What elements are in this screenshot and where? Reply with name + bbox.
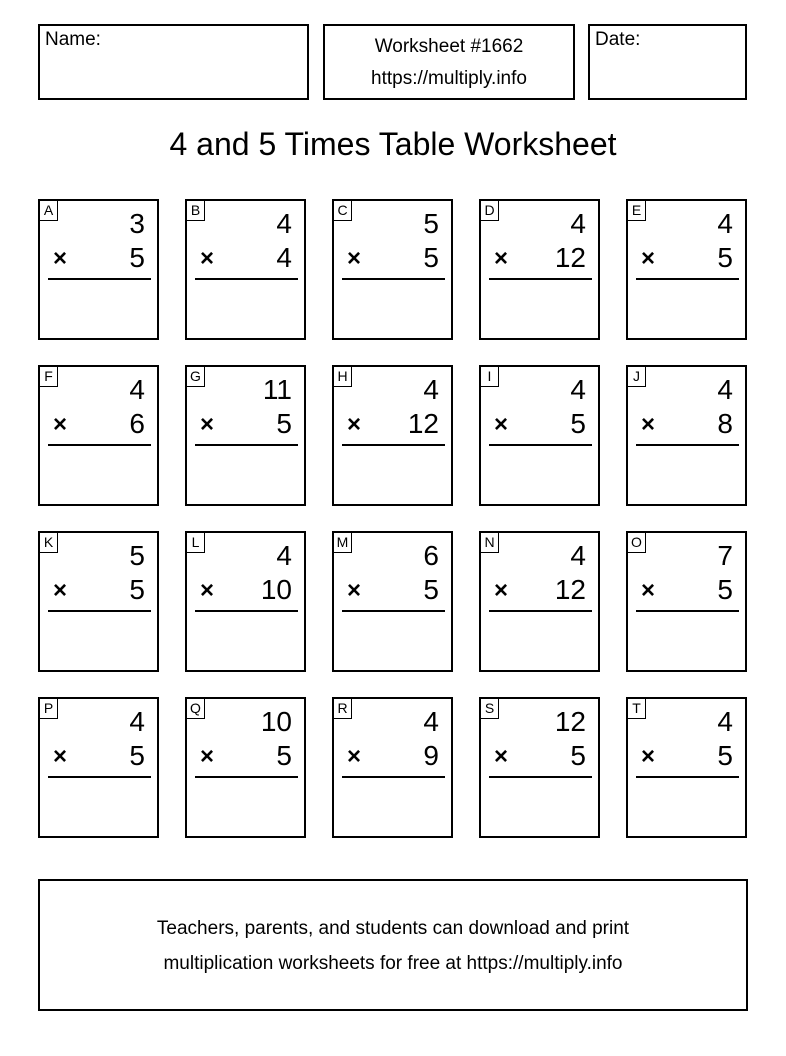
multiply-sign: × [53, 245, 68, 272]
answer-line [342, 278, 445, 280]
multiplicand: 10 [260, 706, 292, 737]
multiply-sign: × [494, 743, 509, 770]
problem-q[interactable] [185, 697, 306, 838]
problem-label: P [40, 699, 58, 719]
multiplier: 4 [276, 242, 292, 273]
multiplicand: 4 [717, 706, 733, 737]
multiplicand: 3 [129, 208, 145, 239]
multiplier: 5 [129, 574, 145, 605]
multiplier: 5 [423, 242, 439, 273]
multiplicand: 4 [276, 208, 292, 239]
multiply-sign: × [53, 411, 68, 438]
multiplier: 5 [570, 408, 586, 439]
answer-line [48, 610, 151, 612]
worksheet-number: Worksheet #1662 [374, 36, 524, 57]
answer-line [48, 444, 151, 446]
problem-l[interactable] [185, 531, 306, 672]
answer-line [342, 776, 445, 778]
answer-line [489, 444, 592, 446]
multiply-sign: × [347, 411, 362, 438]
multiplier: 6 [129, 408, 145, 439]
worksheet-url: https://multiply.info [371, 68, 527, 89]
multiplicand: 4 [129, 374, 145, 405]
multiply-sign: × [200, 743, 215, 770]
problem-s[interactable] [479, 697, 600, 838]
answer-line [489, 278, 592, 280]
answer-line [489, 610, 592, 612]
multiplicand: 4 [129, 706, 145, 737]
answer-line [195, 776, 298, 778]
problem-label: R [334, 699, 352, 719]
multiplier: 5 [717, 574, 733, 605]
problem-t[interactable] [626, 697, 747, 838]
problem-n[interactable] [479, 531, 600, 672]
multiply-sign: × [347, 245, 362, 272]
problem-d[interactable] [479, 199, 600, 340]
problem-j[interactable] [626, 365, 747, 506]
answer-line [636, 776, 739, 778]
problem-label: J [628, 367, 646, 387]
multiply-sign: × [641, 245, 656, 272]
multiply-sign: × [347, 577, 362, 604]
problem-label: O [628, 533, 646, 553]
problem-label: T [628, 699, 646, 719]
multiplicand: 4 [423, 706, 439, 737]
problem-o[interactable] [626, 531, 747, 672]
answer-line [636, 278, 739, 280]
problem-g[interactable] [185, 365, 306, 506]
problem-m[interactable] [332, 531, 453, 672]
multiplier: 12 [554, 242, 586, 273]
problem-label: F [40, 367, 58, 387]
footer-box [38, 879, 748, 1011]
multiplicand: 12 [554, 706, 586, 737]
problem-label: S [481, 699, 499, 719]
date-label: Date: [595, 29, 641, 50]
multiplier: 5 [276, 408, 292, 439]
multiplicand: 4 [570, 540, 586, 571]
problem-b[interactable] [185, 199, 306, 340]
multiplicand: 5 [129, 540, 145, 571]
multiplier: 8 [717, 408, 733, 439]
multiply-sign: × [200, 577, 215, 604]
footer-line-2: multiplication worksheets for free at https://multiply.info [163, 953, 623, 974]
problem-label: I [481, 367, 499, 387]
problem-a[interactable] [38, 199, 159, 340]
multiplicand: 4 [717, 208, 733, 239]
answer-line [636, 444, 739, 446]
problem-label: K [40, 533, 58, 553]
multiplier: 5 [717, 740, 733, 771]
multiplicand: 11 [262, 374, 292, 405]
problem-k[interactable] [38, 531, 159, 672]
problem-i[interactable] [479, 365, 600, 506]
problem-c[interactable] [332, 199, 453, 340]
multiplicand: 4 [717, 374, 733, 405]
problem-label: A [40, 201, 58, 221]
multiplier: 12 [554, 574, 586, 605]
answer-line [195, 444, 298, 446]
problem-r[interactable] [332, 697, 453, 838]
multiply-sign: × [53, 743, 68, 770]
page-title: 4 and 5 Times Table Worksheet [169, 126, 617, 162]
multiplier: 5 [276, 740, 292, 771]
date-field[interactable] [588, 24, 747, 100]
problem-label: D [481, 201, 499, 221]
multiply-sign: × [53, 577, 68, 604]
problem-h[interactable] [332, 365, 453, 506]
problem-p[interactable] [38, 697, 159, 838]
problem-label: G [187, 367, 205, 387]
answer-line [636, 610, 739, 612]
multiplier: 10 [260, 574, 292, 605]
answer-line [195, 610, 298, 612]
multiplier: 5 [423, 574, 439, 605]
name-field[interactable] [38, 24, 309, 100]
multiply-sign: × [347, 743, 362, 770]
multiplier: 5 [570, 740, 586, 771]
problem-label: B [187, 201, 205, 221]
multiplicand: 4 [570, 374, 586, 405]
multiply-sign: × [641, 743, 656, 770]
problem-f[interactable] [38, 365, 159, 506]
multiply-sign: × [641, 411, 656, 438]
footer-line-1: Teachers, parents, and students can download and print [156, 918, 630, 939]
problem-label: M [334, 533, 352, 553]
multiplicand: 5 [423, 208, 439, 239]
multiplier: 9 [423, 740, 439, 771]
problem-label: C [334, 201, 352, 221]
multiply-sign: × [641, 577, 656, 604]
answer-line [342, 610, 445, 612]
multiplicand: 6 [423, 540, 439, 571]
multiply-sign: × [494, 577, 509, 604]
problem-label: Q [187, 699, 205, 719]
multiplicand: 4 [423, 374, 439, 405]
multiplier: 5 [129, 242, 145, 273]
problem-label: N [481, 533, 499, 553]
multiply-sign: × [200, 245, 215, 272]
multiply-sign: × [494, 245, 509, 272]
problem-label: H [334, 367, 352, 387]
worksheet-info-box [323, 24, 575, 100]
multiplicand: 7 [717, 540, 733, 571]
answer-line [48, 776, 151, 778]
answer-line [48, 278, 151, 280]
multiplier: 5 [129, 740, 145, 771]
multiplicand: 4 [276, 540, 292, 571]
multiply-sign: × [200, 411, 215, 438]
answer-line [195, 278, 298, 280]
answer-line [342, 444, 445, 446]
multiplier: 12 [407, 408, 439, 439]
multiplier: 5 [717, 242, 733, 273]
answer-line [489, 776, 592, 778]
multiplicand: 4 [570, 208, 586, 239]
problem-label: L [187, 533, 205, 553]
problem-label: E [628, 201, 646, 221]
problem-e[interactable] [626, 199, 747, 340]
multiply-sign: × [494, 411, 509, 438]
name-label: Name: [45, 29, 101, 50]
